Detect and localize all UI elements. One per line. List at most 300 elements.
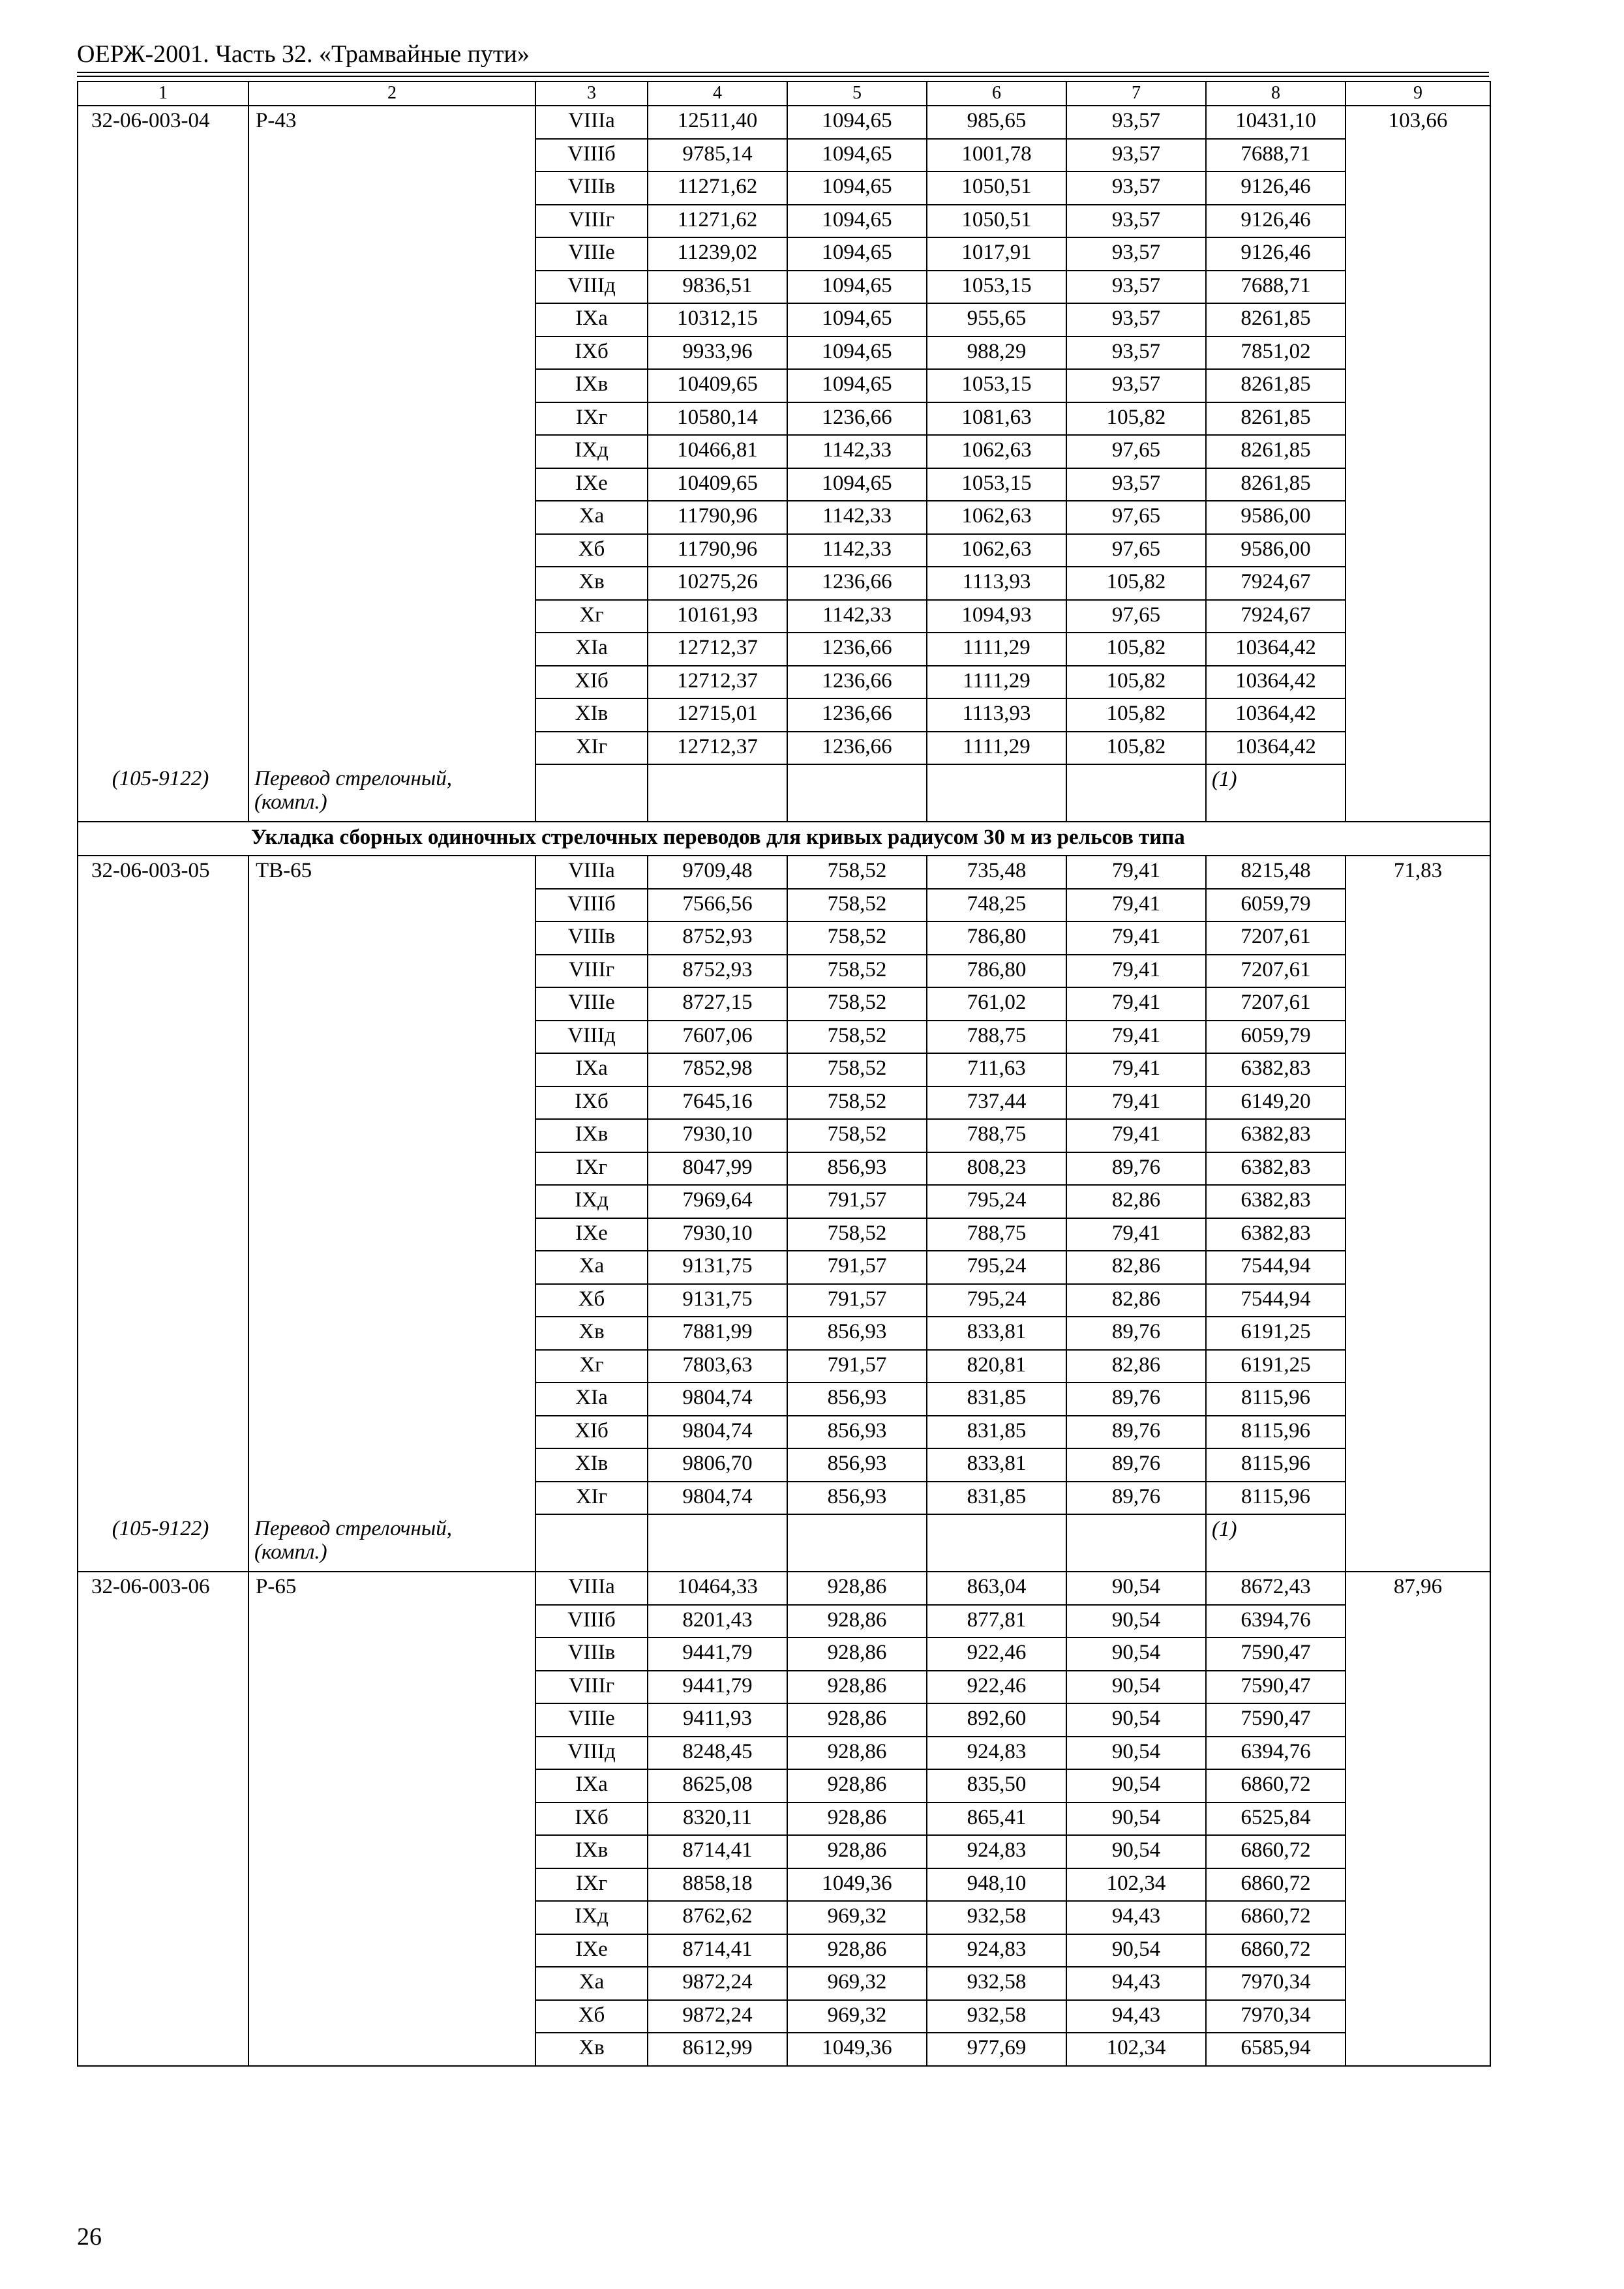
value-cell: 7590,47 [1206, 1671, 1346, 1704]
value-cell: 9126,46 [1206, 205, 1346, 238]
value-cell: 795,24 [927, 1185, 1066, 1218]
col9-cell [1346, 1021, 1490, 1054]
value-cell: 79,41 [1066, 955, 1206, 988]
value-cell: 93,57 [1066, 337, 1206, 370]
item-code [78, 1967, 248, 2000]
value-cell: 9411,93 [648, 1703, 787, 1737]
col9-cell [1346, 1901, 1490, 1934]
item-name [248, 435, 535, 468]
note-code: (105-9122) [78, 1514, 248, 1572]
type-cell: VIIIа [535, 1572, 648, 1605]
value-cell: 7930,10 [648, 1119, 787, 1152]
item-code [78, 1482, 248, 1515]
table-row [78, 1119, 1490, 1152]
value-cell: 1081,63 [927, 402, 1066, 436]
note-empty-cell [927, 764, 1066, 822]
col9-cell [1346, 237, 1490, 271]
col9-cell [1346, 987, 1490, 1021]
type-cell: VIIIе [535, 237, 648, 271]
table-row [78, 1638, 1490, 1671]
value-cell: 788,75 [927, 1119, 1066, 1152]
item-code [78, 1218, 248, 1251]
item-name [248, 567, 535, 600]
value-cell: 9709,48 [648, 856, 787, 889]
value-cell: 89,76 [1066, 1482, 1206, 1515]
type-cell: Xб [535, 1284, 648, 1317]
item-name [248, 369, 535, 402]
value-cell: 1094,65 [787, 369, 927, 402]
value-cell: 833,81 [927, 1317, 1066, 1350]
column-number: 5 [787, 82, 927, 106]
value-cell: 6382,83 [1206, 1218, 1346, 1251]
col9-cell [1346, 666, 1490, 699]
value-cell: 8672,43 [1206, 1572, 1346, 1605]
value-cell: 93,57 [1066, 271, 1206, 304]
value-cell: 922,46 [927, 1671, 1066, 1704]
item-code [78, 501, 248, 534]
value-cell: 12712,37 [648, 666, 787, 699]
item-name [248, 600, 535, 633]
value-cell: 11271,62 [648, 172, 787, 205]
col9-cell [1346, 1769, 1490, 1803]
item-code [78, 600, 248, 633]
value-cell: 90,54 [1066, 1934, 1206, 1967]
value-cell: 831,85 [927, 1383, 1066, 1416]
col9-cell [1346, 698, 1490, 732]
value-cell: 1053,15 [927, 271, 1066, 304]
table-row [78, 1053, 1490, 1086]
value-cell: 1094,65 [787, 106, 927, 139]
note-empty-cell [535, 764, 648, 822]
type-cell: VIIIд [535, 1021, 648, 1054]
note-code: (105-9122) [78, 764, 248, 822]
table-row [78, 369, 1490, 402]
value-cell: 985,65 [927, 106, 1066, 139]
table-row [78, 633, 1490, 666]
type-cell: VIIIд [535, 271, 648, 304]
value-cell: 90,54 [1066, 1737, 1206, 1770]
type-cell: IXг [535, 1152, 648, 1186]
item-code [78, 987, 248, 1021]
value-cell: 791,57 [787, 1284, 927, 1317]
value-cell: 9804,74 [648, 1482, 787, 1515]
table-row [78, 1967, 1490, 2000]
col9-cell [1346, 1383, 1490, 1416]
item-name [248, 732, 535, 765]
table-row [78, 1416, 1490, 1449]
item-code [78, 402, 248, 436]
value-cell: 10431,10 [1206, 106, 1346, 139]
note-row [78, 1514, 1490, 1572]
note-empty-cell [648, 1514, 787, 1572]
value-cell: 1062,63 [927, 534, 1066, 567]
type-cell: Xв [535, 1317, 648, 1350]
value-cell: 928,86 [787, 1638, 927, 1671]
item-name [248, 1482, 535, 1515]
value-cell: 8261,85 [1206, 402, 1346, 436]
value-cell: 9872,24 [648, 1967, 787, 2000]
col9-cell [1346, 1703, 1490, 1737]
table-row [78, 1317, 1490, 1350]
value-cell: 8752,93 [648, 955, 787, 988]
col9-cell [1346, 1737, 1490, 1770]
value-cell: 1236,66 [787, 567, 927, 600]
table-row [78, 600, 1490, 633]
table-row [78, 1482, 1490, 1515]
item-code [78, 1448, 248, 1482]
value-cell: 97,65 [1066, 600, 1206, 633]
value-cell: 8115,96 [1206, 1448, 1346, 1482]
value-cell: 1236,66 [787, 698, 927, 732]
col9-cell [1346, 435, 1490, 468]
col9-cell [1346, 172, 1490, 205]
item-name [248, 1317, 535, 1350]
item-name [248, 1737, 535, 1770]
type-cell: VIIIб [535, 1605, 648, 1638]
col9-cell [1346, 1251, 1490, 1284]
item-name [248, 633, 535, 666]
value-cell: 93,57 [1066, 237, 1206, 271]
value-cell: 7590,47 [1206, 1703, 1346, 1737]
type-cell: Xг [535, 1350, 648, 1383]
table-row [78, 1769, 1490, 1803]
value-cell: 10364,42 [1206, 732, 1346, 765]
value-cell: 97,65 [1066, 435, 1206, 468]
value-cell: 932,58 [927, 1967, 1066, 2000]
value-cell: 9804,74 [648, 1416, 787, 1449]
value-cell: 791,57 [787, 1185, 927, 1218]
item-name [248, 1053, 535, 1086]
col9-cell [1346, 633, 1490, 666]
item-name [248, 1251, 535, 1284]
col9-cell [1346, 955, 1490, 988]
col9-cell [1346, 271, 1490, 304]
table-row [78, 1737, 1490, 1770]
type-cell: VIIIг [535, 955, 648, 988]
col9-cell [1346, 567, 1490, 600]
table-row [78, 921, 1490, 955]
item-name [248, 1835, 535, 1868]
column-number: 8 [1206, 82, 1346, 106]
value-cell: 758,52 [787, 1218, 927, 1251]
value-cell: 10466,81 [648, 435, 787, 468]
item-name [248, 1350, 535, 1383]
value-cell: 8714,41 [648, 1835, 787, 1868]
value-cell: 94,43 [1066, 1967, 1206, 2000]
table-row [78, 1218, 1490, 1251]
value-cell: 12715,01 [648, 698, 787, 732]
value-cell: 6860,72 [1206, 1934, 1346, 1967]
value-cell: 90,54 [1066, 1605, 1206, 1638]
item-code [78, 1769, 248, 1803]
type-cell: Xб [535, 534, 648, 567]
value-cell: 90,54 [1066, 1703, 1206, 1737]
item-name [248, 1671, 535, 1704]
item-code [78, 303, 248, 337]
value-cell: 7852,98 [648, 1053, 787, 1086]
value-cell: 1094,65 [787, 139, 927, 172]
value-cell: 924,83 [927, 1835, 1066, 1868]
value-cell: 1001,78 [927, 139, 1066, 172]
value-cell: 6059,79 [1206, 889, 1346, 922]
col9-cell [1346, 1868, 1490, 1902]
value-cell: 89,76 [1066, 1152, 1206, 1186]
table-row [78, 1671, 1490, 1704]
value-cell: 856,93 [787, 1448, 927, 1482]
value-cell: 856,93 [787, 1152, 927, 1186]
value-cell: 93,57 [1066, 303, 1206, 337]
table-row [78, 889, 1490, 922]
item-name [248, 303, 535, 337]
value-cell: 1236,66 [787, 666, 927, 699]
value-cell: 90,54 [1066, 1769, 1206, 1803]
item-code [78, 666, 248, 699]
column-number: 4 [648, 82, 787, 106]
value-cell: 105,82 [1066, 633, 1206, 666]
value-cell: 856,93 [787, 1482, 927, 1515]
value-cell: 97,65 [1066, 501, 1206, 534]
value-cell: 6525,84 [1206, 1803, 1346, 1836]
note-empty-cell [787, 1514, 927, 1572]
table-row [78, 955, 1490, 988]
value-cell: 9806,70 [648, 1448, 787, 1482]
note-empty-cell [787, 764, 927, 822]
table-row [78, 1901, 1490, 1934]
value-cell: 758,52 [787, 955, 927, 988]
value-cell: 1094,65 [787, 172, 927, 205]
value-cell: 82,86 [1066, 1185, 1206, 1218]
col9-cell [1346, 1284, 1490, 1317]
value-cell: 93,57 [1066, 172, 1206, 205]
table-row [78, 2033, 1490, 2066]
col9-cell [1346, 369, 1490, 402]
item-code [78, 2000, 248, 2033]
value-cell: 8858,18 [648, 1868, 787, 1902]
value-cell: 12712,37 [648, 732, 787, 765]
item-name [248, 1868, 535, 1902]
table-row [78, 172, 1490, 205]
col9-cell [1346, 600, 1490, 633]
value-cell: 8215,48 [1206, 856, 1346, 889]
table-row [78, 1835, 1490, 1868]
table-row [78, 1152, 1490, 1186]
value-cell: 79,41 [1066, 1119, 1206, 1152]
value-cell: 93,57 [1066, 139, 1206, 172]
value-cell: 748,25 [927, 889, 1066, 922]
value-cell: 7930,10 [648, 1218, 787, 1251]
value-cell: 948,10 [927, 1868, 1066, 1902]
value-cell: 1050,51 [927, 205, 1066, 238]
value-cell: 928,86 [787, 1703, 927, 1737]
value-cell: 7207,61 [1206, 955, 1346, 988]
col9-cell [1346, 1119, 1490, 1152]
value-cell: 10364,42 [1206, 698, 1346, 732]
value-cell: 11790,96 [648, 534, 787, 567]
value-cell: 977,69 [927, 2033, 1066, 2066]
type-cell: XIг [535, 1482, 648, 1515]
type-cell: IXг [535, 1868, 648, 1902]
value-cell: 9441,79 [648, 1638, 787, 1671]
table-row [78, 1284, 1490, 1317]
value-cell: 795,24 [927, 1284, 1066, 1317]
item-code [78, 1284, 248, 1317]
value-cell: 8727,15 [648, 987, 787, 1021]
value-cell: 8625,08 [648, 1769, 787, 1803]
value-cell: 9933,96 [648, 337, 787, 370]
note-empty-cell [927, 1514, 1066, 1572]
value-cell: 795,24 [927, 1251, 1066, 1284]
value-cell: 6860,72 [1206, 1868, 1346, 1902]
column-number: 3 [535, 82, 648, 106]
type-cell: IXа [535, 303, 648, 337]
col9-cell [1346, 501, 1490, 534]
column-number: 1 [78, 82, 248, 106]
value-cell: 8261,85 [1206, 468, 1346, 501]
value-cell: 6191,25 [1206, 1317, 1346, 1350]
value-cell: 11239,02 [648, 237, 787, 271]
page-header: ОЕРЖ-2001. Часть 32. «Трамвайные пути» [77, 40, 530, 68]
item-code [78, 1053, 248, 1086]
value-cell: 7924,67 [1206, 600, 1346, 633]
note-name: Перевод стрелочный, (компл.) [248, 1514, 535, 1572]
item-code [78, 1934, 248, 1967]
item-name [248, 1185, 535, 1218]
value-cell: 7924,67 [1206, 567, 1346, 600]
value-cell: 1053,15 [927, 369, 1066, 402]
item-name [248, 271, 535, 304]
col9-cell: 71,83 [1346, 856, 1490, 889]
value-cell: 7688,71 [1206, 139, 1346, 172]
col9-cell [1346, 1416, 1490, 1449]
value-cell: 758,52 [787, 1021, 927, 1054]
value-cell: 102,34 [1066, 2033, 1206, 2066]
item-code [78, 1605, 248, 1638]
item-code [78, 1021, 248, 1054]
col9-cell [1346, 402, 1490, 436]
value-cell: 8752,93 [648, 921, 787, 955]
type-cell: XIа [535, 633, 648, 666]
item-name [248, 2000, 535, 2033]
value-cell: 6585,94 [1206, 2033, 1346, 2066]
item-name: ТВ-65 [248, 856, 535, 889]
col9-cell [1346, 1934, 1490, 1967]
value-cell: 831,85 [927, 1482, 1066, 1515]
header-rule-secondary [77, 76, 1489, 77]
value-cell: 1113,93 [927, 698, 1066, 732]
item-code [78, 237, 248, 271]
note-col8: (1) [1206, 1514, 1346, 1572]
col9-cell [1346, 1086, 1490, 1120]
item-code [78, 1350, 248, 1383]
item-name [248, 2033, 535, 2066]
item-code [78, 1671, 248, 1704]
value-cell: 9804,74 [648, 1383, 787, 1416]
item-code [78, 889, 248, 922]
item-code [78, 633, 248, 666]
value-cell: 969,32 [787, 1901, 927, 1934]
column-number: 2 [248, 82, 535, 106]
value-cell: 1094,65 [787, 468, 927, 501]
value-cell: 786,80 [927, 921, 1066, 955]
value-cell: 7207,61 [1206, 921, 1346, 955]
item-name [248, 1605, 535, 1638]
item-name: Р-65 [248, 1572, 535, 1605]
item-name [248, 1769, 535, 1803]
table-row [78, 1021, 1490, 1054]
type-cell: VIIIа [535, 106, 648, 139]
item-code [78, 1901, 248, 1934]
col9-cell [1346, 1152, 1490, 1186]
value-cell: 932,58 [927, 1901, 1066, 1934]
value-cell: 1236,66 [787, 402, 927, 436]
col9-cell [1346, 732, 1490, 765]
item-code [78, 337, 248, 370]
type-cell: VIIIг [535, 205, 648, 238]
value-cell: 8261,85 [1206, 435, 1346, 468]
type-cell: IXв [535, 1119, 648, 1152]
value-cell: 79,41 [1066, 856, 1206, 889]
col9-cell [1346, 534, 1490, 567]
value-cell: 928,86 [787, 1835, 927, 1868]
item-name [248, 1119, 535, 1152]
value-cell: 928,86 [787, 1737, 927, 1770]
value-cell: 10161,93 [648, 600, 787, 633]
value-cell: 89,76 [1066, 1416, 1206, 1449]
value-cell: 928,86 [787, 1671, 927, 1704]
item-name [248, 889, 535, 922]
section-title-row [78, 822, 1490, 856]
type-cell: VIIIв [535, 921, 648, 955]
value-cell: 856,93 [787, 1317, 927, 1350]
table-row [78, 468, 1490, 501]
value-cell: 9126,46 [1206, 237, 1346, 271]
value-cell: 6382,83 [1206, 1152, 1346, 1186]
value-cell: 9131,75 [648, 1251, 787, 1284]
value-cell: 6149,20 [1206, 1086, 1346, 1120]
value-cell: 761,02 [927, 987, 1066, 1021]
value-cell: 1142,33 [787, 501, 927, 534]
value-cell: 8248,45 [648, 1737, 787, 1770]
table-row [78, 1350, 1490, 1383]
item-code [78, 1703, 248, 1737]
value-cell: 7544,94 [1206, 1251, 1346, 1284]
type-cell: VIIIг [535, 1671, 648, 1704]
value-cell: 835,50 [927, 1769, 1066, 1803]
item-code: 32-06-003-06 [78, 1572, 248, 1605]
col9-cell [1346, 337, 1490, 370]
item-name [248, 1703, 535, 1737]
item-code [78, 1086, 248, 1120]
type-cell: IXб [535, 337, 648, 370]
value-cell: 7851,02 [1206, 337, 1346, 370]
header-rule [77, 72, 1489, 73]
value-cell: 924,83 [927, 1934, 1066, 1967]
item-code [78, 205, 248, 238]
value-cell: 10409,65 [648, 369, 787, 402]
table-row [78, 2000, 1490, 2033]
value-cell: 758,52 [787, 1119, 927, 1152]
item-name [248, 921, 535, 955]
value-cell: 8762,62 [648, 1901, 787, 1934]
type-cell: IXд [535, 1185, 648, 1218]
value-cell: 105,82 [1066, 666, 1206, 699]
type-cell: Xб [535, 2000, 648, 2033]
table-row [78, 303, 1490, 337]
value-cell: 8714,41 [648, 1934, 787, 1967]
value-cell: 8612,99 [648, 2033, 787, 2066]
type-cell: Xа [535, 1251, 648, 1284]
value-cell: 1094,65 [787, 205, 927, 238]
